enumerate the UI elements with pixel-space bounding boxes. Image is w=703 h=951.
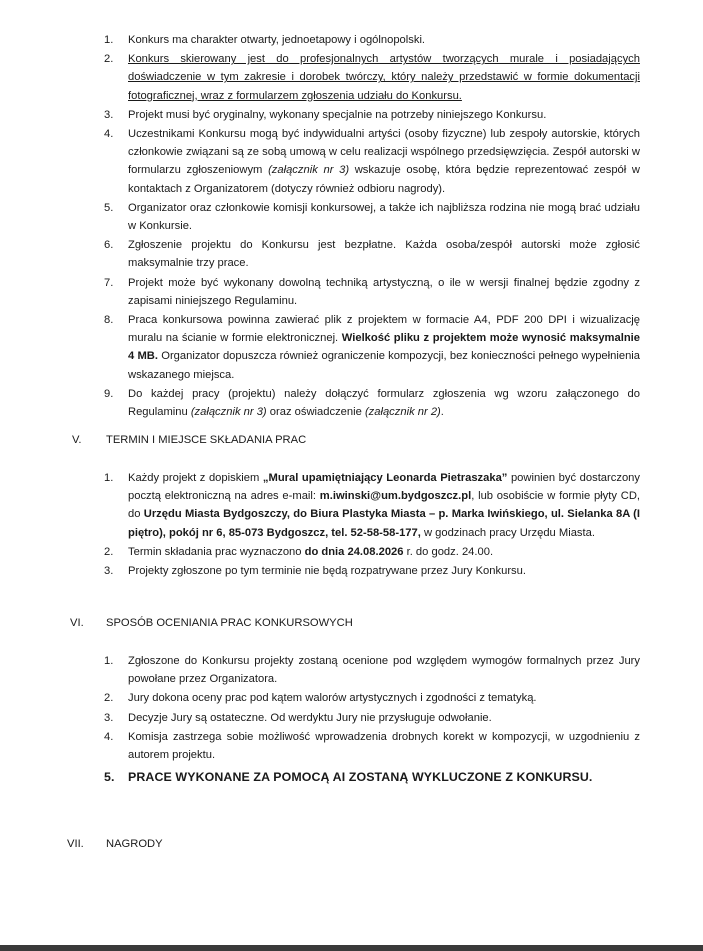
evaluation-list — [104, 652, 640, 786]
item-number: 2. — [104, 545, 114, 558]
item-number: 5. — [104, 770, 115, 785]
submission-list — [104, 469, 640, 580]
item-text: Decyzje Jury są ostateczne. Od werdyktu Jury nie przysługuje odwołanie. — [128, 711, 492, 724]
section-title: TERMIN I MIEJSCE SKŁADANIA PRAC — [106, 434, 307, 446]
item-text: Komisja zastrzega sobie możliwość wprowadzenia drobnych korekt w kompozycji, w uzgodnieniu z autorem projektu. — [128, 730, 640, 762]
item-text: do dnia 24.08.2026 — [304, 545, 404, 558]
item-number: 8. — [104, 314, 114, 327]
item-text: Uczestnikami Konkursu mogą być indywidualni artyści (osoby fizyczne) lub zespoły autorskie, których członkowie związani są ze sobą umową w celu realizacji wspólnego przedsięwzięcia. Zespół autorski w formularzu zgłoszeniowym — [128, 128, 640, 177]
rules-list — [104, 31, 640, 421]
item-text: Konkurs ma charakter otwarty, jednoetapowy i ogólnopolski. — [128, 34, 426, 46]
item-number: 1. — [104, 655, 114, 667]
item-text: Projekty zgłoszone po tym terminie nie będą rozpatrywane przez Jury Konkursu. — [128, 565, 526, 578]
list-item — [104, 311, 640, 384]
item-number: 5. — [104, 201, 114, 214]
item-text: , lub osobiście w formie płyty CD, do — [128, 490, 641, 521]
item-number: 2. — [104, 53, 114, 66]
list-item — [104, 562, 640, 580]
page-bottom-edge — [0, 945, 703, 951]
list-item — [104, 768, 640, 786]
item-number: 4. — [104, 128, 114, 141]
item-text: Wielkość pliku z projektem może wynosić maksymalnie 4 MB. — [128, 332, 640, 363]
list-item — [104, 652, 640, 688]
item-number: 7. — [104, 276, 114, 289]
list-item — [104, 709, 640, 727]
item-text: w godzinach pracy Urzędu Miasta. — [420, 526, 595, 539]
item-text: Do każdej pracy (projektu) należy dołączyć formularz zgłoszenia wg wzoru załączonego do Regulaminu — [128, 387, 640, 419]
section-number: V. — [72, 434, 82, 446]
item-text: Projekt musi być oryginalny, wykonany specjalnie na potrzeby niniejszego Konkursu. — [128, 108, 547, 121]
list-item — [104, 469, 640, 542]
list-item — [104, 236, 640, 272]
item-number: 1. — [104, 472, 114, 484]
section-number: VI. — [70, 617, 84, 629]
item-text: PRACE WYKONANE ZA POMOCĄ AI ZOSTANĄ WYKLUCZONE Z KONKURSU. — [128, 770, 593, 785]
list-item — [104, 543, 640, 561]
item-text: Praca konkursowa powinna zawierać plik z projektem w formacie A4, PDF 200 DPI i wizualizację muralu na ścianie w formie elektronicznej. — [128, 314, 640, 345]
item-number: 6. — [104, 239, 114, 252]
list-item — [104, 31, 640, 49]
list-item — [104, 106, 640, 124]
item-text: Termin składania prac wyznaczono — [128, 545, 305, 558]
list-item — [104, 274, 640, 310]
list-item — [104, 50, 640, 105]
item-text: Jury dokona oceny prac pod kątem walorów artystycznych i zgodności z tematyką. — [128, 692, 537, 705]
item-text: oraz oświadczenie — [266, 406, 365, 419]
item-text: . — [440, 406, 444, 419]
list-item — [104, 385, 640, 421]
item-number: 3. — [104, 711, 114, 724]
item-number: 9. — [104, 387, 114, 400]
item-text: Projekt może być wykonany dowolną techniką artystyczną, o ile w wersji finalnej będzie zgodny z zapisami niniejszego Regulaminu. — [128, 276, 640, 307]
item-number: 3. — [104, 108, 114, 121]
item-text: „Mural upamiętniający Leonarda Pietraszaka” — [262, 472, 508, 484]
list-item — [104, 689, 640, 707]
item-text: (załącznik nr 3) — [268, 164, 350, 177]
item-text: (załącznik nr 2) — [364, 406, 441, 419]
item-number: 2. — [104, 692, 114, 705]
section-title: NAGRODY — [106, 838, 163, 850]
item-number: 1. — [104, 34, 114, 46]
item-text: Zgłoszenie projektu do Konkursu jest bezpłatne. Każda osoba/zespół autorski może zgłosić maksymalnie trzy prace. — [128, 239, 640, 270]
item-text: Urzędu Miasta Bydgoszczy, do Biura Plastyka Miasta – p. Marka Iwińskiego, ul. Sielanka 8A (I piętro), pokój nr 6, 85-073 Bydgoszcz, tel. 52-58-58-177, — [128, 508, 640, 539]
item-text: Organizator dopuszcza również ograniczenie kompozycji, bez konieczności pełnego wypełnienia wskazanego miejsca. — [128, 350, 640, 381]
item-text: Każdy projekt z dopiskiem — [128, 472, 263, 484]
item-number: 4. — [104, 730, 114, 743]
section-number: VII. — [67, 838, 84, 850]
item-text: wskazuje osobę, która będzie reprezentować zespół w kontaktach z Organizatorem (dotyczy również odbioru nagrody). — [128, 164, 641, 195]
list-item — [104, 199, 640, 235]
list-item — [104, 728, 640, 764]
item-number: 3. — [104, 565, 114, 578]
section-title: SPOSÓB OCENIANIA PRAC KONKURSOWYCH — [106, 617, 353, 629]
item-text: Zgłoszone do Konkursu projekty zostaną ocenione pod względem wymogów formalnych przez Jury powołane przez Organizatora. — [128, 655, 640, 686]
item-text: powinien być dostarczony pocztą elektroniczną na adres e-mail: — [128, 472, 640, 503]
item-text: Organizator oraz członkowie komisji konkursowej, a także ich najbliższa rodzina nie mogą brać udziału w Konkursie. — [128, 201, 640, 233]
item-text: Konkurs skierowany jest do profesjonalnych artystów tworzących murale i posiadających doświadczenie w tym zakresie i dorobek twórczy, który należy przedstawić w formie dokumentacji fotograficznej, wraz z formularzem zgłoszenia udziału do Konkursu. — [128, 53, 640, 102]
item-text: r. do godz. 24.00. — [403, 545, 494, 558]
list-item — [104, 125, 640, 198]
item-text: (załącznik nr 3) — [190, 406, 267, 419]
item-text: m.iwinski@um.bydgoszcz.pl — [319, 490, 472, 503]
